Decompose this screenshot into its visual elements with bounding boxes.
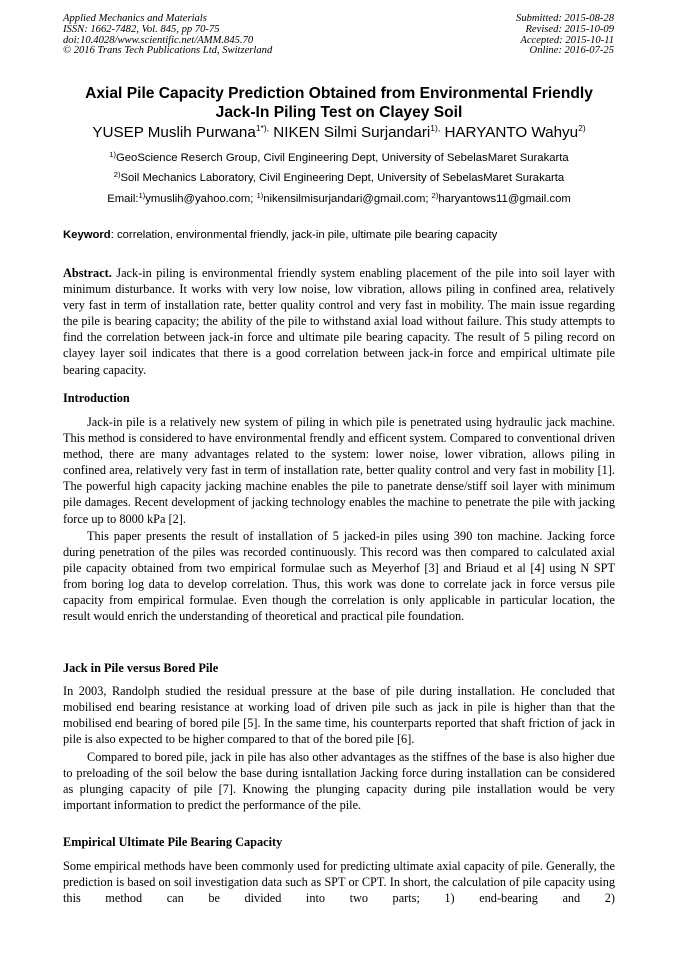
keyword-text: : correlation, environmental friendly, jack-in pile, ultimate pile bearing capacity xyxy=(110,229,498,241)
journal-copyright: © 2016 Trans Tech Publications Ltd, Switzerland xyxy=(63,45,273,57)
paragraph-text: This paper presents the result of installation of 5 jacked-in piles using 390 ton machine. Jacking force during penetration of the piles was recorded continuously. This record was then compared to calculated axial pile capacity obtained from two empirical formulae such as Meyerhof [3] and Briaud et al [4] using N SPT from boring log data to develop correlation. Thus, this work was done to correlate jack in force versus pile capacity from empirical formulae. Even though the correlation is only applicable in particular location, the result would enrich the understanding of theoretical and practical pile foundation. xyxy=(63,529,615,624)
jack-vs-bored-paragraph-1 xyxy=(63,683,615,747)
author-name: YUSEP Muslih Purwana xyxy=(92,124,256,141)
author-list xyxy=(20,123,658,144)
abstract-text: Jack-in piling is environmental friendly system enabling placement of the pile into soil layer with minimum disturbance. It works with very low noise, low vibration, allows piling in confined area, relatively very fast in term of installation rate, better quality control and very fast in mobility. The main issue regarding the pile is bearing capacity; the ability of the pile to withstand axial load without failure. This study attempts to find the correlation between jack-in force and ultimate pile bearing capacity. The result of 5 piling record on clayey layer soil indicates that there is a good correlation between jack-in force and empirical ultimate pile bearing capacity. xyxy=(63,266,615,377)
author-affiliation-mark: 2) xyxy=(578,123,586,133)
keyword-label: Keyword xyxy=(63,229,111,241)
introduction-paragraph-2 xyxy=(63,528,615,625)
journal-issn: ISSN: 1662-7482, Vol. 845, pp 70-75 xyxy=(63,23,220,35)
email-mark: 1) xyxy=(256,191,264,200)
jack-vs-bored-paragraph-2 xyxy=(63,749,615,813)
paragraph-text: Compared to bored pile, jack in pile has also other advantages as the stiffnes of the base is also higher due to preloading of the soil below the base during isntallation Jacking force during installation can be considered as plunging capacity of pile [7]. Knowing the plunging capacity during pile installation would be very important information to predict the performance of the pile. xyxy=(63,750,615,813)
date-online: Online: 2016-07-25 xyxy=(529,45,614,57)
paragraph-text: Jack-in pile is a relatively new system of piling in which pile is penetrated using hydraulic jack machine. This method is considered to have environmental frendly and efficent system. Compared to conventional driven method, there are many advantages related to the system: lower noise, lower vibration, allows piling in confined area, relatively very fast in term of installation rate, better quality control and very fast in mobility [1]. The powerful high capacity jacking machine enables the pile to panetrate dense/stiff soil layer with minimum pile damages. Recent development of jacking technology enables the machine to penetrate the pile with jacking force up to 8000 kPa [2]. xyxy=(63,415,615,526)
publication-dates xyxy=(516,14,614,57)
author-name: NIKEN Silmi Surjandari xyxy=(273,124,431,141)
email-label: Email: xyxy=(107,193,139,205)
author-affiliation-mark: 1), xyxy=(430,123,441,133)
affiliation-2 xyxy=(20,171,658,186)
abstract xyxy=(63,265,615,378)
email-address[interactable]: ymuslih@yahoo.com; xyxy=(145,193,254,205)
date-submitted: Submitted: 2015-08-28 xyxy=(516,13,614,24)
email-mark: 2) xyxy=(431,191,439,200)
affiliation-text: GeoScience Reserch Group, Civil Engineering Dept, University of SebelasMaret Surakarta xyxy=(115,152,569,164)
author-name: HARYANTO Wahyu xyxy=(444,124,579,141)
date-revised: Revised: 2015-10-09 xyxy=(525,23,614,35)
introduction-paragraph-1 xyxy=(63,414,615,527)
date-accepted: Accepted: 2015-10-11 xyxy=(520,34,614,46)
email-mark: 1) xyxy=(138,191,146,200)
affiliation-mark: 2) xyxy=(113,170,121,179)
paragraph-text: Some empirical methods have been commonly used for predicting ultimate axial capacity of pile. Generally, the prediction is based on soil investigation data such as SPT or CPT. In short, the calculation of pile capacity using this method can be divided into two parts; 1) end-bearing and 2) xyxy=(63,859,615,906)
section-heading-introduction: Introduction xyxy=(63,391,130,405)
affiliation-text: Soil Mechanics Laboratory, Civil Engineering Dept, University of SebelasMaret Surakarta xyxy=(120,172,565,184)
keywords xyxy=(63,228,497,242)
journal-name: Applied Mechanics and Materials xyxy=(63,13,207,24)
abstract-label: Abstract. xyxy=(63,266,112,280)
paper-title xyxy=(40,84,638,122)
section-heading-jack-vs-bored: Jack in Pile versus Bored Pile xyxy=(63,661,219,675)
email-address[interactable]: haryantows11@gmail.com xyxy=(438,193,571,205)
journal-info xyxy=(63,14,272,57)
affiliation-mark: 1) xyxy=(109,150,116,159)
paper-title-line-2: Jack-In Piling Test on Clayey Soil xyxy=(215,104,463,121)
journal-doi: doi:10.4028/www.scientific.net/AMM.845.70 xyxy=(63,34,254,46)
email-address[interactable]: nikensilmisurjandari@gmail.com; xyxy=(263,193,429,205)
affiliation-1 xyxy=(20,151,658,166)
paper-title-line-1: Axial Pile Capacity Prediction Obtained from Environmental Friendly xyxy=(85,85,593,102)
email-line xyxy=(20,192,658,207)
empirical-capacity-paragraph-1 xyxy=(63,858,615,906)
paragraph-text: In 2003, Randolph studied the residual pressure at the base of pile during installation. He concluded that mobilised end bearing resistance at working load of driven pile such as jack in pile is higher than that the mobilised end bearing of bored pile [5]. In the same time, his counterparts reported that shaft friction of jack in pile is also expected to be higher compared to that of the bored pile [6]. xyxy=(63,684,615,747)
section-heading-empirical-capacity: Empirical Ultimate Pile Bearing Capacity xyxy=(63,835,283,849)
author-affiliation-mark: 1*), xyxy=(255,123,270,133)
